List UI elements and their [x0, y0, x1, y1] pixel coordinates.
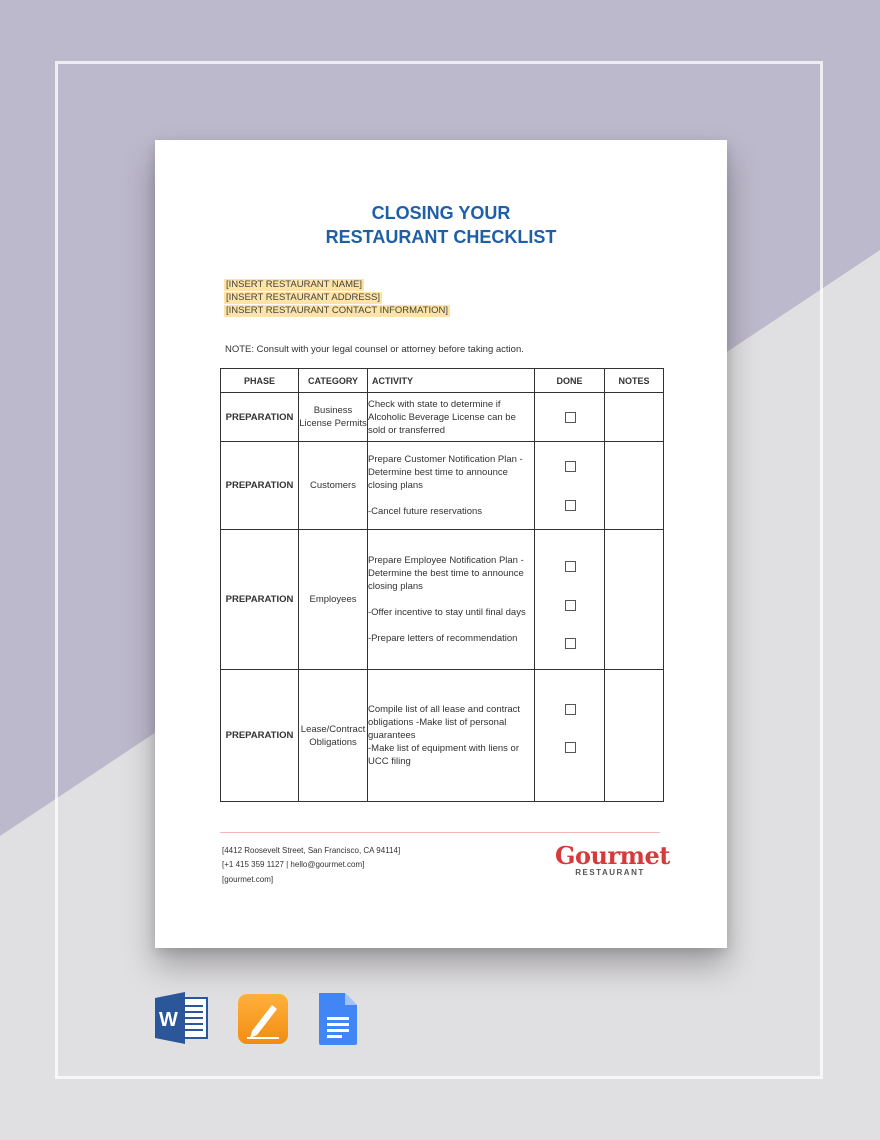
phase-cell: PREPARATION: [221, 442, 299, 530]
gourmet-logo: [555, 841, 670, 877]
notes-cell[interactable]: [605, 442, 664, 530]
notes-cell[interactable]: [605, 393, 664, 442]
google-docs-icon[interactable]: [317, 993, 359, 1050]
document-title-line1: CLOSING YOUR: [371, 203, 511, 223]
done-cell: [535, 670, 605, 802]
activity-cell: [368, 393, 535, 442]
done-checkbox[interactable]: [565, 704, 576, 715]
done-checkbox[interactable]: [565, 461, 576, 472]
activity-cell: [368, 530, 535, 670]
table-row: [221, 530, 664, 670]
footer-contact: [+1 415 359 1127 | hello@gourmet.com]: [222, 860, 365, 869]
word-icon[interactable]: [155, 992, 211, 1049]
table-row: [221, 393, 664, 442]
activity-item: Prepare Employee Notification Plan -Determine the best time to announce closing plans: [368, 555, 524, 592]
header-activity: ACTIVITY: [368, 369, 535, 393]
logo-main-text: Gourmet: [555, 841, 670, 870]
pages-icon[interactable]: [237, 993, 289, 1050]
phase-cell: PREPARATION: [221, 670, 299, 802]
header-done: DONE: [535, 369, 605, 393]
table-row: [221, 670, 664, 802]
header-phase: PHASE: [221, 369, 299, 393]
footer-divider: [220, 832, 660, 833]
phase-cell: PREPARATION: [221, 530, 299, 670]
activity-item: -Make list of equipment with liens or UCC filing: [368, 743, 520, 767]
header-category: CATEGORY: [299, 369, 368, 393]
logo-sub-text: RESTAURANT: [575, 868, 645, 877]
document-page: [155, 140, 727, 948]
placeholder-restaurant-contact: [INSERT RESTAURANT CONTACT INFORMATION]: [226, 305, 449, 316]
svg-text:W: W: [159, 1009, 178, 1031]
placeholder-restaurant-address: [INSERT RESTAURANT ADDRESS]: [226, 292, 380, 303]
document-title-line2: RESTAURANT CHECKLIST: [325, 227, 557, 247]
category-cell: Business License Permits: [299, 393, 368, 442]
category-cell: Lease/Contract Obligations: [299, 670, 368, 802]
category-cell: Employees: [299, 530, 368, 670]
notes-cell[interactable]: [605, 530, 664, 670]
notes-cell[interactable]: [605, 670, 664, 802]
activity-cell: [368, 442, 535, 530]
footer-website: [gourmet.com]: [222, 875, 274, 884]
done-cell: [535, 393, 605, 442]
header-notes: NOTES: [605, 369, 664, 393]
done-checkbox[interactable]: [565, 500, 576, 511]
table-row: [221, 442, 664, 530]
phase-cell: PREPARATION: [221, 393, 299, 442]
done-checkbox[interactable]: [565, 561, 576, 572]
legal-note: NOTE: Consult with your legal counsel or attorney before taking action.: [225, 344, 524, 355]
activity-item: -Offer incentive to stay until final days: [368, 607, 526, 618]
done-cell: [535, 442, 605, 530]
activity-item: -Prepare letters of recommendation: [368, 633, 518, 644]
done-cell: [535, 530, 605, 670]
done-checkbox[interactable]: [565, 600, 576, 611]
footer-address: [4412 Roosevelt Street, San Francisco, CA 94114]: [222, 846, 401, 855]
done-checkbox[interactable]: [565, 638, 576, 649]
placeholder-restaurant-name: [INSERT RESTAURANT NAME]: [226, 279, 363, 290]
table-header-row: [221, 369, 664, 393]
activity-item: Prepare Customer Notification Plan -Determine best time to announce closing plans: [368, 454, 523, 491]
done-checkbox[interactable]: [565, 412, 576, 423]
activity-item: Check with state to determine if Alcoholic Beverage License can be sold or transferred: [368, 398, 516, 436]
checklist-table: [220, 368, 664, 802]
done-checkbox[interactable]: [565, 742, 576, 753]
activity-cell: [368, 670, 535, 802]
activity-item: Compile list of all lease and contract obligations -Make list of personal guarantees: [368, 704, 521, 741]
activity-item: -Cancel future reservations: [368, 506, 483, 517]
category-cell: Customers: [299, 442, 368, 530]
